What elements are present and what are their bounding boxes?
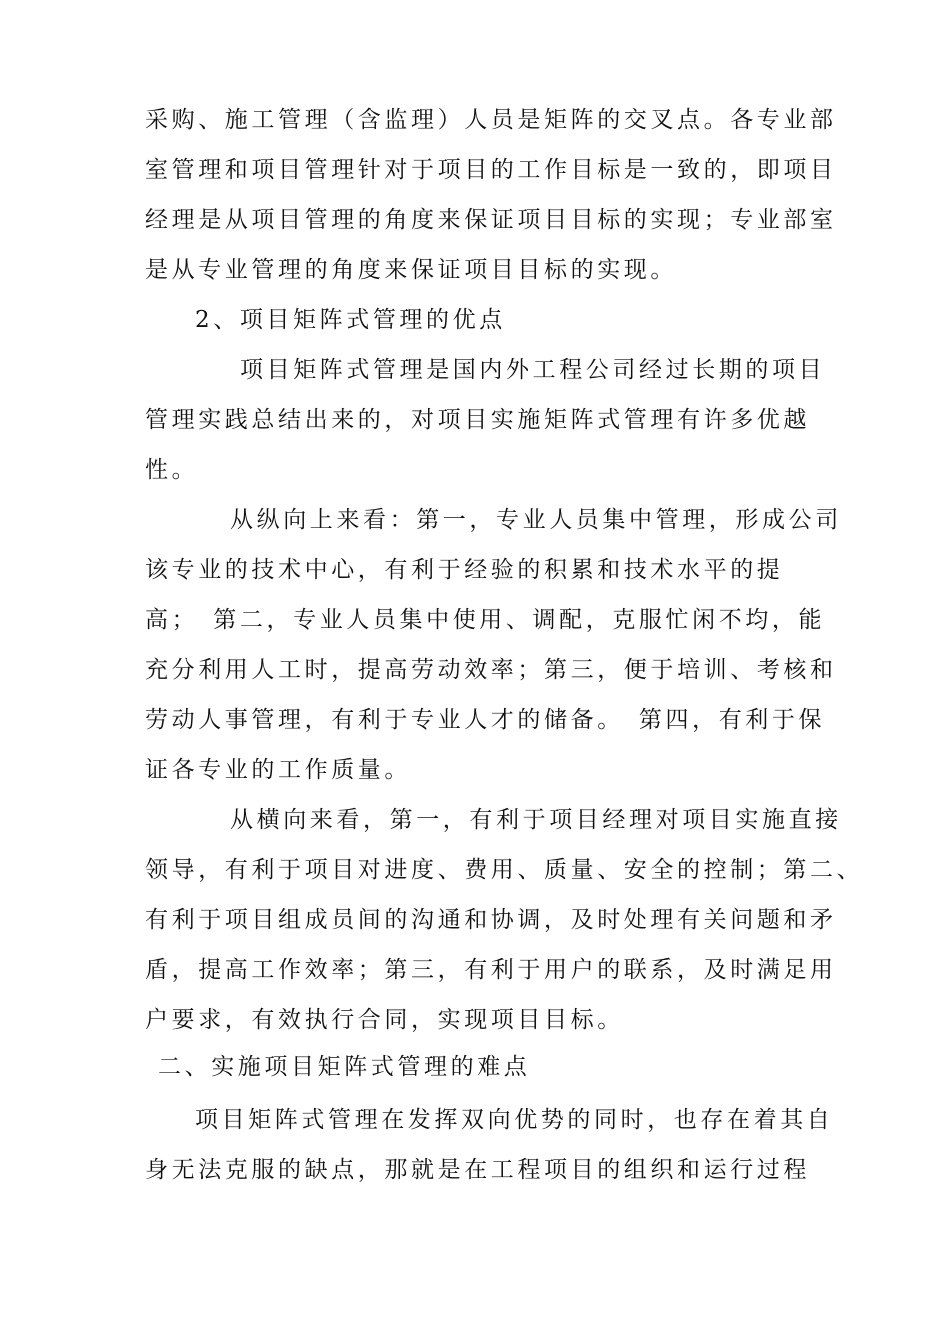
text-line: 是从专业管理的角度来保证项目目标的实现。 <box>145 257 677 283</box>
text-line: 领导，有利于项目对进度、费用、质量、安全的控制；第二、 <box>145 857 864 883</box>
text-line: 采购、施工管理（含监理）人员是矩阵的交叉点。各专业部 <box>145 107 837 133</box>
text-line: 从纵向上来看：第一，专业人员集中管理，形成公司 <box>230 507 842 533</box>
section-heading: 2、项目矩阵式管理的优点 <box>195 307 506 333</box>
text-line: 经理是从项目管理的角度来保证项目目标的实现；专业部室 <box>145 207 837 233</box>
section-heading: 二、实施项目矩阵式管理的难点 <box>158 1054 531 1080</box>
text-line: 从横向来看，第一，有利于项目经理对项目实施直接 <box>230 807 842 833</box>
text-line: 项目矩阵式管理是国内外工程公司经过长期的项目 <box>240 357 826 383</box>
text-line: 该专业的技术中心，有利于经验的积累和技术水平的提 <box>145 557 784 583</box>
text-line: 户要求，有效执行合同，实现项目目标。 <box>145 1007 624 1033</box>
text-line: 证各专业的工作质量。 <box>145 757 411 783</box>
text-line: 充分利用人工时，提高劳动效率；第三，便于培训、考核和 <box>145 657 837 683</box>
text-line: 管理实践总结出来的，对项目实施矩阵式管理有许多优越 <box>145 407 810 433</box>
text-line: 室管理和项目管理针对于项目的工作目标是一致的，即项目 <box>145 157 837 183</box>
text-line: 劳动人事管理，有利于专业人才的储备。 第四，有利于保 <box>145 707 826 733</box>
text-line: 性。 <box>145 457 199 483</box>
text-line: 身无法克服的缺点，那就是在工程项目的组织和运行过程 <box>145 1157 810 1183</box>
text-line: 高； 第二，专业人员集中使用、调配，克服忙闲不均，能 <box>145 607 826 633</box>
text-line: 盾，提高工作效率；第三，有利于用户的联系，及时满足用 <box>145 957 837 983</box>
text-line: 项目矩阵式管理在发挥双向优势的同时，也存在着其自 <box>195 1107 834 1133</box>
text-line: 有利于项目组成员间的沟通和协调，及时处理有关问题和矛 <box>145 907 837 933</box>
